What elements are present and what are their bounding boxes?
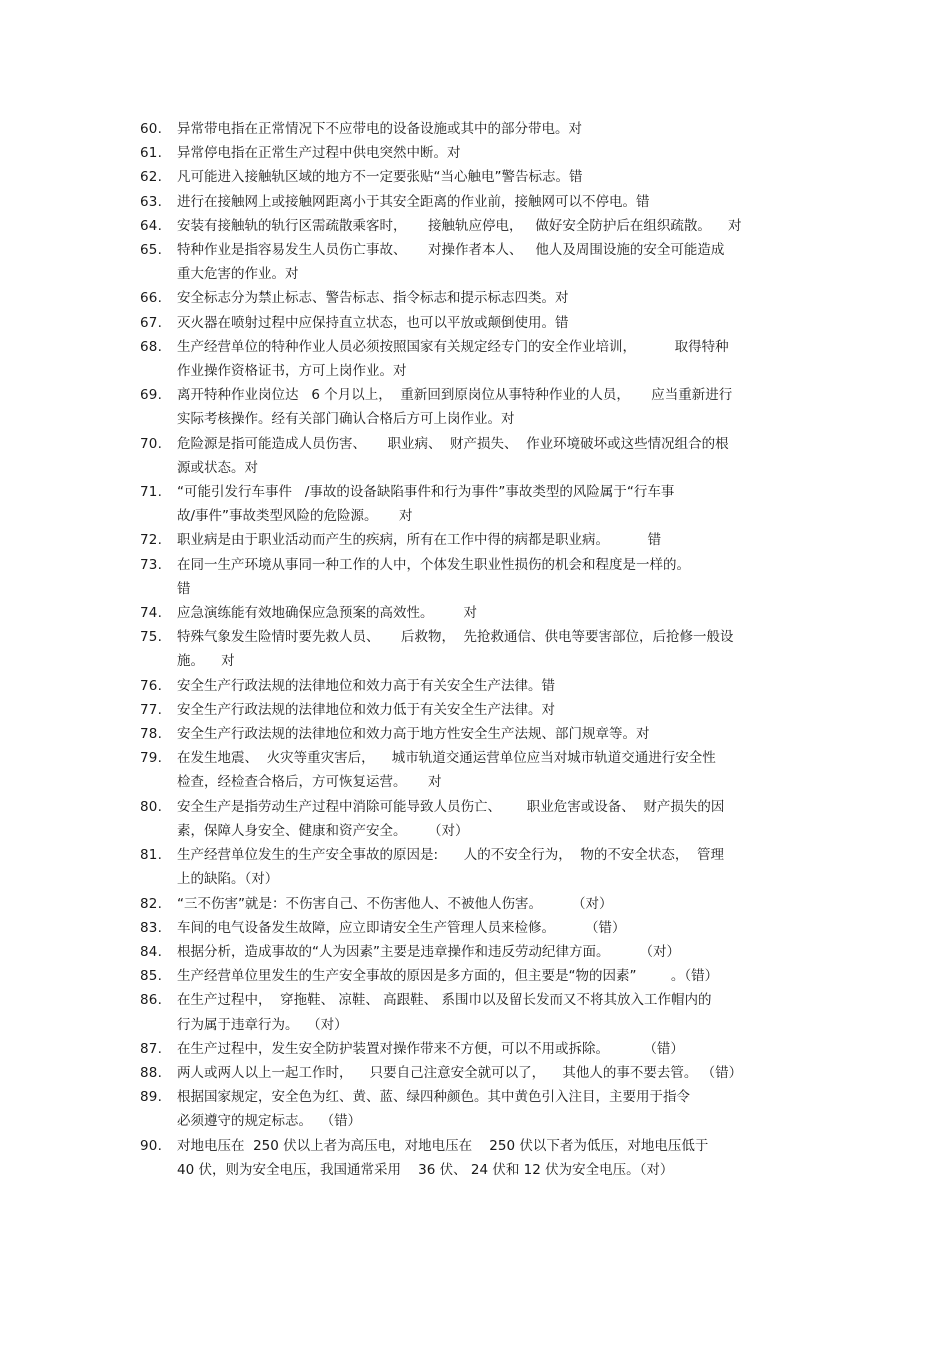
question-number: 67.: [140, 314, 163, 331]
question-number: 75.: [140, 629, 163, 646]
question-text: [177, 117, 820, 141]
question-item: [140, 892, 820, 916]
question-text: [177, 746, 820, 794]
question-text: [177, 335, 820, 383]
question-text: [177, 432, 820, 480]
question-text-line: 实际考核操作。经有关部门确认合格后方可上岗作业。对: [177, 411, 515, 428]
question-item: [140, 238, 820, 286]
question-number: 89.: [140, 1089, 163, 1106]
question-number: 78.: [140, 726, 163, 743]
question-item: [140, 480, 820, 528]
question-text-line: 凡可能进入接触轨区域的地方不一定要张贴“当心触电”警告标志。错: [177, 169, 583, 186]
question-item: [140, 1037, 820, 1061]
question-number: 73.: [140, 556, 163, 573]
question-number: 82.: [140, 895, 163, 912]
question-item: [140, 843, 820, 891]
question-number: 70.: [140, 435, 163, 452]
question-number: 83.: [140, 919, 163, 936]
question-text-line: “三不伤害”就是：不伤害自己、不伤害他人、不被他人伤害。 （对）: [177, 895, 613, 912]
question-number: 90.: [140, 1137, 163, 1154]
question-number: 63.: [140, 193, 163, 210]
question-number: 66.: [140, 290, 163, 307]
question-text: [177, 674, 820, 698]
question-number: 76.: [140, 677, 163, 694]
question-item: [140, 214, 820, 238]
question-number: 81.: [140, 847, 163, 864]
question-text-line: 40 伏，则为安全电压，我国通常采用 36 伏、 24 伏和 12 伏为安全电压。（对）: [177, 1161, 674, 1178]
question-item: [140, 988, 820, 1036]
question-text: [177, 843, 820, 891]
question-item: [140, 722, 820, 746]
question-text: [177, 238, 820, 286]
question-text: [177, 141, 820, 165]
question-text: [177, 916, 820, 940]
question-item: [140, 528, 820, 552]
question-text-line: 两人或两人以上一起工作时， 只要自己注意安全就可以了， 其他人的事不要去管。 （错）: [177, 1064, 743, 1081]
question-text: [177, 601, 820, 625]
question-text-line: 素，保障人身安全、健康和资产安全。 （对）: [177, 822, 469, 839]
question-text-line: 生产经营单位的特种作业人员必须按照国家有关规定经专门的安全作业培训， 取得特种: [177, 338, 729, 355]
question-text: [177, 1134, 820, 1182]
question-text-line: 安装有接触轨的轨行区需疏散乘客时， 接触轨应停电， 做好安全防护后在组织疏散。 对: [177, 217, 742, 234]
question-item: [140, 601, 820, 625]
question-item: [140, 1061, 820, 1085]
question-text: [177, 214, 820, 238]
question-text-line: 安全标志分为禁止标志、警告标志、指令标志和提示标志四类。对: [177, 290, 569, 307]
question-item: [140, 1134, 820, 1182]
question-number: 68.: [140, 338, 163, 355]
question-item: [140, 940, 820, 964]
question-item: [140, 1085, 820, 1133]
question-text-line: 在发生地震、 火灾等重灾害后， 城市轨道交通运营单位应当对城市轨道交通进行安全性: [177, 750, 716, 767]
question-number: 87.: [140, 1040, 163, 1057]
question-text: [177, 553, 820, 601]
question-text-line: 安全生产行政法规的法律地位和效力高于有关安全生产法律。错: [177, 677, 555, 694]
question-text-line: 特殊气象发生险情时要先救人员、 后救物， 先抢救通信、供电等要害部位，后抢修一般设: [177, 629, 734, 646]
question-text-line: 重大危害的作业。对: [177, 266, 299, 283]
question-item: [140, 746, 820, 794]
question-text: [177, 1037, 820, 1061]
question-text-line: 故/事件”事故类型风险的危险源。 对: [177, 508, 413, 525]
question-text-line: 安全生产行政法规的法律地位和效力低于有关安全生产法律。对: [177, 701, 555, 718]
question-text: [177, 722, 820, 746]
question-number: 86.: [140, 992, 163, 1009]
question-text-line: 特种作业是指容易发生人员伤亡事故、 对操作者本人、 他人及周围设施的安全可能造成: [177, 242, 725, 259]
question-text: [177, 383, 820, 431]
question-item: [140, 383, 820, 431]
question-text-line: 异常带电指在正常情况下不应带电的设备设施或其中的部分带电。对: [177, 121, 582, 137]
question-number: 84.: [140, 943, 163, 960]
question-number: 71.: [140, 484, 163, 501]
question-text-line: 在生产过程中， 穿拖鞋、 凉鞋、 高跟鞋、 系围巾以及留长发而又不将其放入工作帽内的: [177, 992, 712, 1009]
question-text: [177, 528, 820, 552]
question-text-line: 离开特种作业岗位达 6 个月以上， 重新回到原岗位从事特种作业的人员， 应当重新进行: [177, 387, 733, 404]
question-text-line: 错: [177, 580, 191, 597]
question-text: [177, 480, 820, 528]
question-number: 60.: [140, 121, 163, 137]
question-text: [177, 795, 820, 843]
question-text: [177, 940, 820, 964]
question-item: [140, 190, 820, 214]
question-text-line: 危险源是指可能造成人员伤害、 职业病、 财产损失、 作业环境破坏或这些情况组合的根: [177, 435, 729, 452]
question-text-line: 灭火器在喷射过程中应保持直立状态，也可以平放或颠倒使用。错: [177, 314, 569, 331]
question-item: [140, 625, 820, 673]
question-item: [140, 795, 820, 843]
question-text-line: 生产经营单位里发生的生产安全事故的原因是多方面的，但主要是“物的因素” 。（错）: [177, 968, 719, 985]
question-item: [140, 141, 820, 165]
question-item: [140, 432, 820, 480]
question-text-line: 行为属于违章行为。 （对）: [177, 1016, 348, 1033]
question-item: [140, 964, 820, 988]
question-text-line: 应急演练能有效地确保应急预案的高效性。 对: [177, 605, 478, 622]
question-text-line: 根据分析，造成事故的“人为因素”主要是违章操作和违反劳动纪律方面。 （对）: [177, 943, 681, 960]
question-text: [177, 1085, 820, 1133]
question-text: [177, 964, 820, 988]
question-number: 62.: [140, 169, 163, 186]
question-text-line: 车间的电气设备发生故障，应立即请安全生产管理人员来检修。 （错）: [177, 919, 626, 936]
question-text-line: 生产经营单位发生的生产安全事故的原因是: 人的不安全行为， 物的不安全状态， 管理: [177, 847, 724, 864]
question-text-line: 在生产过程中，发生安全防护装置对操作带来不方便，可以不用或拆除。 （错）: [177, 1040, 684, 1057]
question-text-line: 职业病是由于职业活动而产生的疾病，所有在工作中得的病都是职业病。 错: [177, 532, 662, 549]
question-text-line: 根据国家规定，安全色为红、黄、蓝、绿四种颜色。其中黄色引入注目，主要用于指令: [177, 1089, 690, 1106]
question-item: [140, 117, 820, 141]
question-text-line: 源或状态。对: [177, 459, 258, 476]
question-text: [177, 625, 820, 673]
question-item: [140, 698, 820, 722]
question-number: 85.: [140, 968, 163, 985]
question-number: 64.: [140, 217, 163, 234]
question-number: 65.: [140, 242, 163, 259]
question-item: [140, 674, 820, 698]
question-text-line: 必须遵守的规定标志。 （错）: [177, 1113, 362, 1130]
question-text: [177, 988, 820, 1036]
question-text-line: 上的缺陷。（对）: [177, 871, 279, 888]
question-item: [140, 335, 820, 383]
question-text-line: 安全生产行政法规的法律地位和效力高于地方性安全生产法规、部门规章等。对: [177, 726, 650, 743]
question-text-line: 进行在接触网上或接触网距离小于其安全距离的作业前，接触网可以不停电。错: [177, 193, 650, 210]
question-text-line: 施。 对: [177, 653, 235, 670]
question-number: 79.: [140, 750, 163, 767]
question-text-line: 检查，经检查合格后，方可恢复运营。 对: [177, 774, 442, 791]
question-text-line: 在同一生产环境从事同一种工作的人中，个体发生职业性损伤的机会和程度是一样的。: [177, 556, 690, 573]
question-number: 72.: [140, 532, 163, 549]
question-item: [140, 311, 820, 335]
question-text-line: 安全生产是指劳动生产过程中消除可能导致人员伤亡、 职业危害或设备、 财产损失的因: [177, 798, 725, 815]
question-text: [177, 190, 820, 214]
question-item: [140, 165, 820, 189]
question-number: 80.: [140, 798, 163, 815]
question-text: [177, 892, 820, 916]
question-text: [177, 311, 820, 335]
question-text-line: “可能引发行车事件 /事故的设备缺陷事件和行为事件”事故类型的风险属于“行车事: [177, 484, 675, 501]
question-number: 77.: [140, 701, 163, 718]
question-text: [177, 698, 820, 722]
question-text-line: 对地电压在 250 伏以上者为高压电，对地电压在 250 伏以下者为低压，对地电压低于: [177, 1137, 709, 1154]
question-text: [177, 165, 820, 189]
question-list: [140, 117, 820, 1182]
question-item: [140, 553, 820, 601]
question-number: 88.: [140, 1064, 163, 1081]
question-text: [177, 1061, 820, 1085]
question-text-line: 作业操作资格证书，方可上岗作业。对: [177, 363, 407, 380]
question-number: 61.: [140, 145, 163, 162]
question-item: [140, 286, 820, 310]
question-item: [140, 916, 820, 940]
question-number: 74.: [140, 605, 163, 622]
question-text: [177, 286, 820, 310]
question-text-line: 异常停电指在正常生产过程中供电突然中断。对: [177, 145, 461, 162]
question-number: 69.: [140, 387, 163, 404]
